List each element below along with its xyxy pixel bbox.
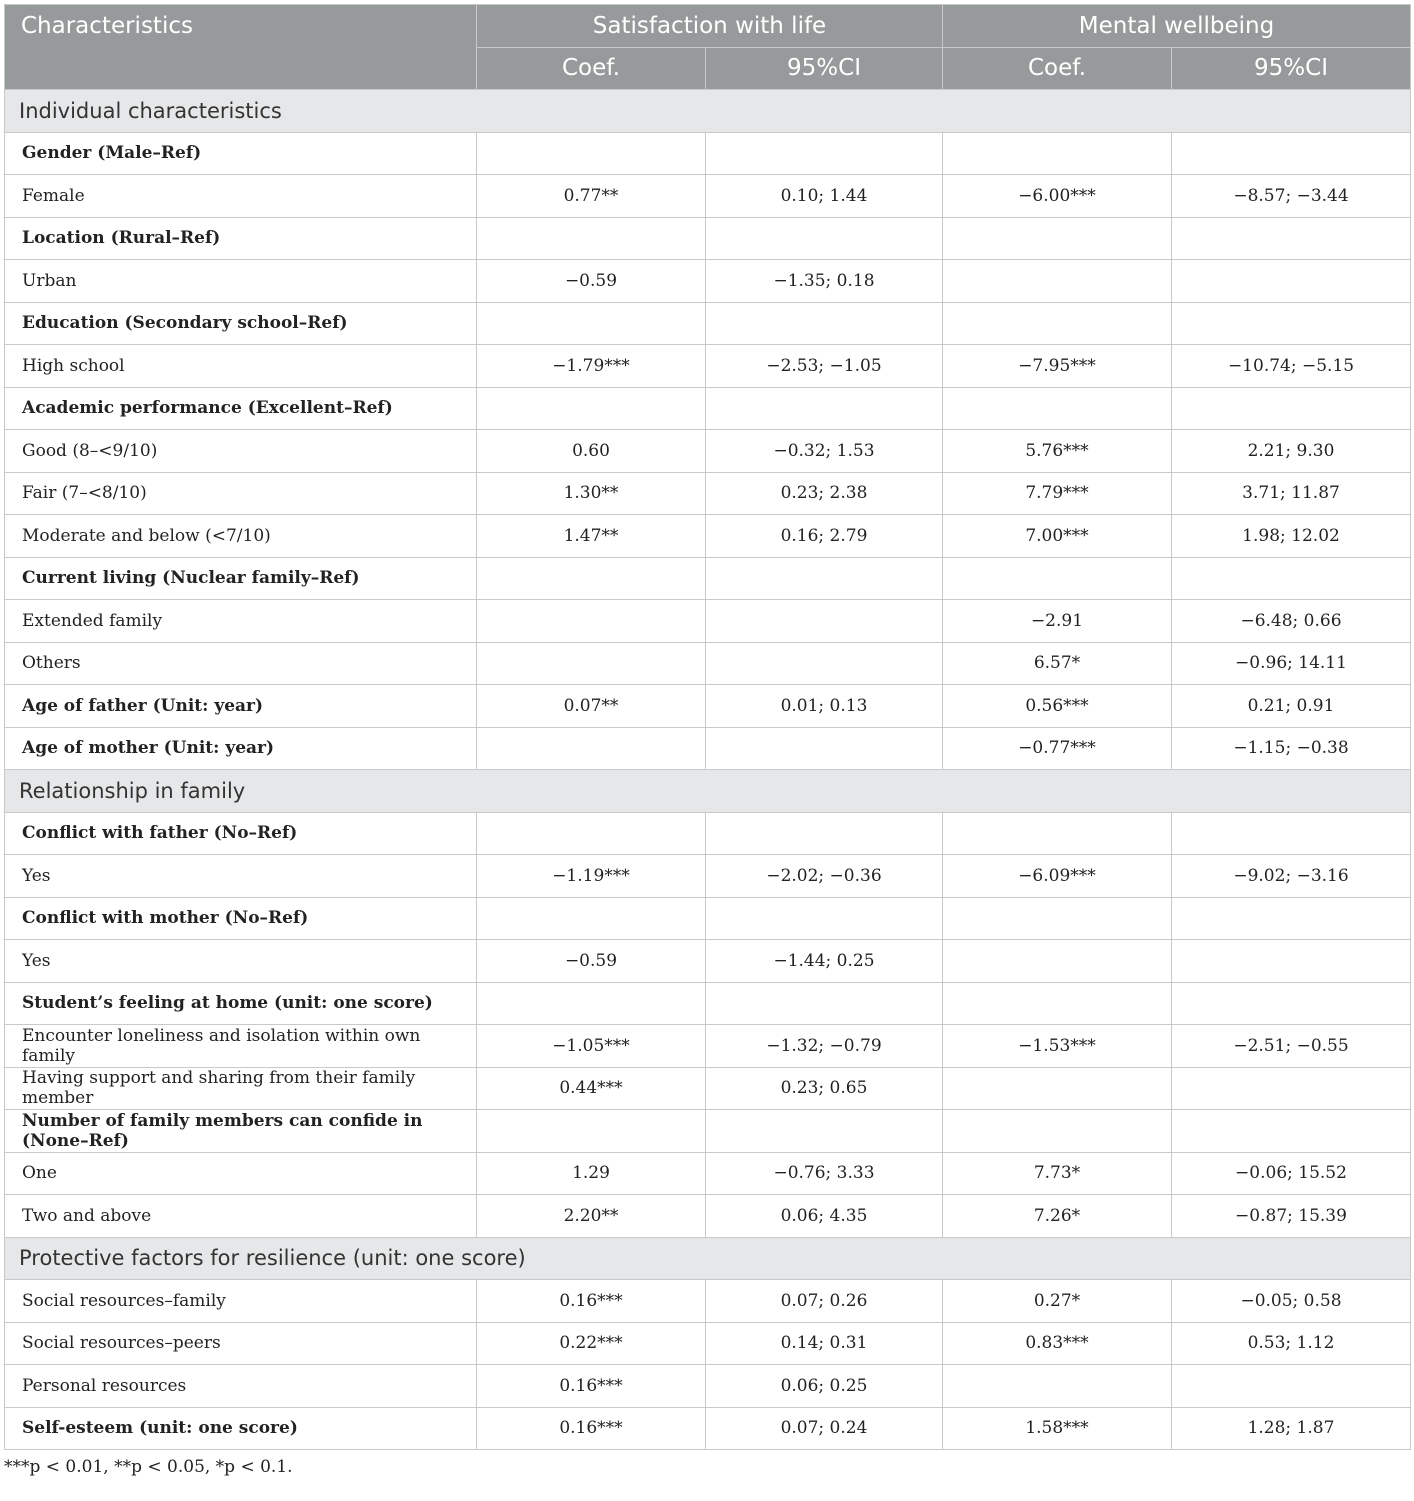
row-label: Academic performance (Excellent–Ref) [5, 387, 477, 430]
row-label: High school [5, 345, 477, 388]
wellbeing-coef-cell: 5.76*** [943, 430, 1172, 473]
satisfaction-coef-cell: 0.07** [477, 685, 706, 728]
satisfaction-coef-cell: 0.22*** [477, 1322, 706, 1365]
satisfaction-ci-cell [706, 387, 943, 430]
satisfaction-coef-cell: 0.77** [477, 175, 706, 218]
satisfaction-coef-cell: 0.16*** [477, 1407, 706, 1450]
wellbeing-coef-cell [943, 812, 1172, 855]
row-label: Social resources–family [5, 1280, 477, 1323]
wellbeing-coef-cell [943, 1110, 1172, 1153]
table-row [5, 1365, 1411, 1408]
wellbeing-coef-cell [943, 1067, 1172, 1110]
wellbeing-coef-cell: −0.77*** [943, 727, 1172, 770]
wellbeing-ci-cell: 1.28; 1.87 [1172, 1407, 1411, 1450]
wellbeing-ci-cell: 2.21; 9.30 [1172, 430, 1411, 473]
wellbeing-ci-cell [1172, 132, 1411, 175]
row-label: Yes [5, 855, 477, 898]
wellbeing-coef-cell: 6.57* [943, 642, 1172, 685]
satisfaction-ci-cell: −1.32; −0.79 [706, 1025, 943, 1068]
satisfaction-coef-cell: −1.05*** [477, 1025, 706, 1068]
section-row [5, 770, 1411, 813]
variable-row [5, 557, 1411, 600]
wellbeing-ci-cell [1172, 302, 1411, 345]
variable-row [5, 387, 1411, 430]
satisfaction-ci-cell: 0.16; 2.79 [706, 515, 943, 558]
row-label: Self-esteem (unit: one score) [5, 1407, 477, 1450]
wellbeing-coef-cell [943, 302, 1172, 345]
satisfaction-coef-cell: −0.59 [477, 260, 706, 303]
variable-row [5, 132, 1411, 175]
satisfaction-ci-cell: 0.10; 1.44 [706, 175, 943, 218]
table-row [5, 855, 1411, 898]
wellbeing-ci-cell [1172, 1067, 1411, 1110]
satisfaction-coef-cell: 2.20** [477, 1195, 706, 1238]
satisfaction-ci-cell [706, 982, 943, 1025]
wellbeing-coef-cell: 1.58*** [943, 1407, 1172, 1450]
row-label: Education (Secondary school–Ref) [5, 302, 477, 345]
satisfaction-coef-cell [477, 600, 706, 643]
variable-row [5, 1407, 1411, 1450]
row-label: Conflict with father (No–Ref) [5, 812, 477, 855]
satisfaction-ci-cell [706, 557, 943, 600]
satisfaction-coef-cell [477, 812, 706, 855]
section-label: Protective factors for resilience (unit: one score) [5, 1237, 1411, 1280]
satisfaction-ci-cell [706, 642, 943, 685]
table-row [5, 940, 1411, 983]
wellbeing-ci-cell [1172, 982, 1411, 1025]
wellbeing-coef-cell: 7.79*** [943, 472, 1172, 515]
satisfaction-coef-cell [477, 1110, 706, 1153]
satisfaction-ci-cell: −2.53; −1.05 [706, 345, 943, 388]
satisfaction-coef-cell [477, 897, 706, 940]
row-label: Extended family [5, 600, 477, 643]
satisfaction-ci-cell: 0.01; 0.13 [706, 685, 943, 728]
satisfaction-coef-cell: 0.60 [477, 430, 706, 473]
section-row [5, 1237, 1411, 1280]
row-label: Age of mother (Unit: year) [5, 727, 477, 770]
row-label: Number of family members can confide in (None–Ref) [5, 1110, 477, 1153]
row-label: Having support and sharing from their family member [5, 1067, 477, 1110]
wellbeing-coef-cell [943, 387, 1172, 430]
variable-row [5, 727, 1411, 770]
satisfaction-coef-cell: 1.47** [477, 515, 706, 558]
header-coef-satisfaction: Coef. [477, 47, 706, 90]
satisfaction-coef-cell: 0.44*** [477, 1067, 706, 1110]
row-label: One [5, 1152, 477, 1195]
section-label: Relationship in family [5, 770, 1411, 813]
wellbeing-coef-cell [943, 260, 1172, 303]
row-label: Conflict with mother (No–Ref) [5, 897, 477, 940]
wellbeing-ci-cell: 0.53; 1.12 [1172, 1322, 1411, 1365]
wellbeing-coef-cell: 0.83*** [943, 1322, 1172, 1365]
satisfaction-ci-cell [706, 1110, 943, 1153]
wellbeing-ci-cell: −0.06; 15.52 [1172, 1152, 1411, 1195]
row-label: Social resources–peers [5, 1322, 477, 1365]
row-label: Gender (Male–Ref) [5, 132, 477, 175]
table-row [5, 600, 1411, 643]
wellbeing-coef-cell [943, 940, 1172, 983]
row-label: Age of father (Unit: year) [5, 685, 477, 728]
section-row [5, 90, 1411, 133]
header-ci-wellbeing: 95%CI [1172, 47, 1411, 90]
wellbeing-coef-cell: −1.53*** [943, 1025, 1172, 1068]
satisfaction-ci-cell: −0.76; 3.33 [706, 1152, 943, 1195]
wellbeing-ci-cell [1172, 897, 1411, 940]
row-label: Student’s feeling at home (unit: one score) [5, 982, 477, 1025]
wellbeing-coef-cell: −6.09*** [943, 855, 1172, 898]
wellbeing-ci-cell [1172, 260, 1411, 303]
table-row [5, 1152, 1411, 1195]
wellbeing-coef-cell [943, 132, 1172, 175]
wellbeing-coef-cell: 0.56*** [943, 685, 1172, 728]
satisfaction-coef-cell: −0.59 [477, 940, 706, 983]
wellbeing-ci-cell: 1.98; 12.02 [1172, 515, 1411, 558]
wellbeing-ci-cell [1172, 1365, 1411, 1408]
satisfaction-ci-cell [706, 132, 943, 175]
satisfaction-ci-cell: 0.07; 0.24 [706, 1407, 943, 1450]
variable-row [5, 217, 1411, 260]
wellbeing-coef-cell [943, 982, 1172, 1025]
wellbeing-coef-cell: −6.00*** [943, 175, 1172, 218]
variable-row [5, 302, 1411, 345]
wellbeing-ci-cell: −2.51; −0.55 [1172, 1025, 1411, 1068]
table-header [5, 5, 1411, 90]
satisfaction-ci-cell: 0.07; 0.26 [706, 1280, 943, 1323]
row-label: Encounter loneliness and isolation within own family [5, 1025, 477, 1068]
satisfaction-ci-cell: 0.06; 4.35 [706, 1195, 943, 1238]
wellbeing-ci-cell: −9.02; −3.16 [1172, 855, 1411, 898]
row-label: Personal resources [5, 1365, 477, 1408]
variable-row [5, 685, 1411, 728]
satisfaction-ci-cell: 0.14; 0.31 [706, 1322, 943, 1365]
variable-row [5, 982, 1411, 1025]
wellbeing-coef-cell [943, 897, 1172, 940]
satisfaction-coef-cell: 1.30** [477, 472, 706, 515]
wellbeing-coef-cell: −2.91 [943, 600, 1172, 643]
satisfaction-ci-cell [706, 727, 943, 770]
satisfaction-ci-cell: −0.32; 1.53 [706, 430, 943, 473]
satisfaction-ci-cell: −1.44; 0.25 [706, 940, 943, 983]
wellbeing-ci-cell: −8.57; −3.44 [1172, 175, 1411, 218]
wellbeing-ci-cell: −6.48; 0.66 [1172, 600, 1411, 643]
wellbeing-ci-cell: −1.15; −0.38 [1172, 727, 1411, 770]
wellbeing-ci-cell [1172, 387, 1411, 430]
wellbeing-coef-cell: 0.27* [943, 1280, 1172, 1323]
wellbeing-coef-cell: 7.00*** [943, 515, 1172, 558]
header-characteristics: Characteristics [5, 5, 477, 90]
satisfaction-coef-cell [477, 132, 706, 175]
wellbeing-ci-cell [1172, 217, 1411, 260]
row-label: Others [5, 642, 477, 685]
wellbeing-ci-cell: 3.71; 11.87 [1172, 472, 1411, 515]
variable-row [5, 1110, 1411, 1153]
table-row [5, 1025, 1411, 1068]
row-label: Current living (Nuclear family–Ref) [5, 557, 477, 600]
row-label: Two and above [5, 1195, 477, 1238]
satisfaction-ci-cell [706, 217, 943, 260]
satisfaction-ci-cell [706, 600, 943, 643]
wellbeing-ci-cell: −0.96; 14.11 [1172, 642, 1411, 685]
wellbeing-coef-cell [943, 1365, 1172, 1408]
wellbeing-ci-cell [1172, 940, 1411, 983]
satisfaction-coef-cell: 1.29 [477, 1152, 706, 1195]
row-label: Moderate and below (<7/10) [5, 515, 477, 558]
satisfaction-ci-cell: 0.23; 0.65 [706, 1067, 943, 1110]
row-label: Fair (7–<8/10) [5, 472, 477, 515]
table-body [5, 90, 1411, 1450]
row-label: Yes [5, 940, 477, 983]
satisfaction-coef-cell: −1.79*** [477, 345, 706, 388]
wellbeing-coef-cell: −7.95*** [943, 345, 1172, 388]
table-row [5, 1280, 1411, 1323]
row-label: Female [5, 175, 477, 218]
table-row [5, 642, 1411, 685]
header-ci-satisfaction: 95%CI [706, 47, 943, 90]
table-row [5, 515, 1411, 558]
row-label: Good (8–<9/10) [5, 430, 477, 473]
results-table-container [4, 4, 1410, 1477]
satisfaction-coef-cell: −1.19*** [477, 855, 706, 898]
table-row [5, 1322, 1411, 1365]
table-row [5, 430, 1411, 473]
satisfaction-coef-cell [477, 557, 706, 600]
satisfaction-coef-cell: 0.16*** [477, 1280, 706, 1323]
header-coef-wellbeing: Coef. [943, 47, 1172, 90]
table-row [5, 472, 1411, 515]
wellbeing-coef-cell: 7.26* [943, 1195, 1172, 1238]
satisfaction-coef-cell [477, 217, 706, 260]
satisfaction-coef-cell [477, 982, 706, 1025]
satisfaction-coef-cell [477, 302, 706, 345]
wellbeing-coef-cell: 7.73* [943, 1152, 1172, 1195]
satisfaction-ci-cell: −1.35; 0.18 [706, 260, 943, 303]
header-mental-wellbeing: Mental wellbeing [943, 5, 1411, 48]
satisfaction-ci-cell: −2.02; −0.36 [706, 855, 943, 898]
variable-row [5, 897, 1411, 940]
satisfaction-coef-cell [477, 727, 706, 770]
table-row [5, 260, 1411, 303]
wellbeing-ci-cell: −0.87; 15.39 [1172, 1195, 1411, 1238]
table-row [5, 175, 1411, 218]
wellbeing-ci-cell [1172, 557, 1411, 600]
regression-results-table [4, 4, 1411, 1450]
table-row [5, 345, 1411, 388]
wellbeing-ci-cell [1172, 1110, 1411, 1153]
satisfaction-ci-cell: 0.23; 2.38 [706, 472, 943, 515]
wellbeing-coef-cell [943, 557, 1172, 600]
wellbeing-ci-cell: −0.05; 0.58 [1172, 1280, 1411, 1323]
variable-row [5, 812, 1411, 855]
table-row [5, 1195, 1411, 1238]
wellbeing-ci-cell: −10.74; −5.15 [1172, 345, 1411, 388]
satisfaction-coef-cell [477, 387, 706, 430]
significance-footnote: ***p < 0.01, **p < 0.05, *p < 0.1. [4, 1457, 293, 1477]
header-satisfaction-with-life: Satisfaction with life [477, 5, 943, 48]
satisfaction-coef-cell: 0.16*** [477, 1365, 706, 1408]
satisfaction-ci-cell [706, 897, 943, 940]
row-label: Urban [5, 260, 477, 303]
satisfaction-ci-cell [706, 302, 943, 345]
table-row [5, 1067, 1411, 1110]
satisfaction-ci-cell [706, 812, 943, 855]
satisfaction-ci-cell: 0.06; 0.25 [706, 1365, 943, 1408]
wellbeing-coef-cell [943, 217, 1172, 260]
wellbeing-ci-cell: 0.21; 0.91 [1172, 685, 1411, 728]
section-label: Individual characteristics [5, 90, 1411, 133]
wellbeing-ci-cell [1172, 812, 1411, 855]
row-label: Location (Rural–Ref) [5, 217, 477, 260]
satisfaction-coef-cell [477, 642, 706, 685]
